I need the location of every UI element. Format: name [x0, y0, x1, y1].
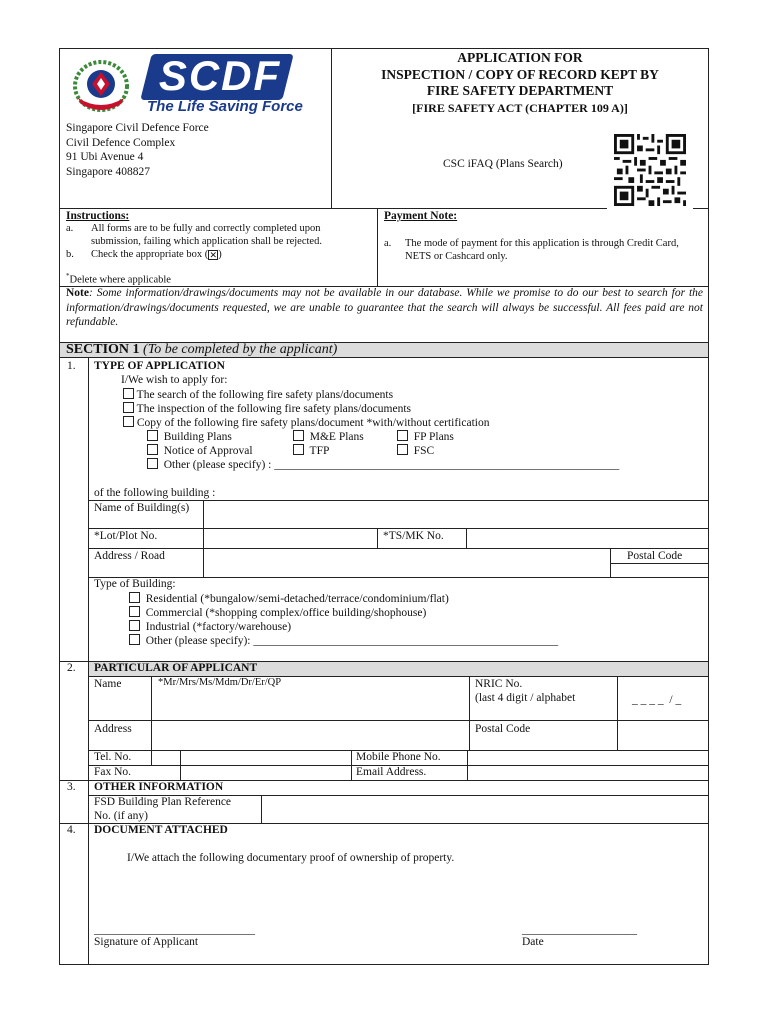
- note-text: : Some information/drawings/documents may not be available in our database. While we promise to do our best to search for the information/drawings/documents requested, we are unable to guarantee that the search will always be successful. All fees paid are not refundable.: [66, 287, 703, 328]
- checkbox[interactable]: [129, 606, 140, 617]
- building-commercial[interactable]: [129, 606, 426, 619]
- building-type-label: Residential (*bungalow/semi-detached/terrace/condominium/flat): [145, 593, 449, 605]
- instructions-heading: Instructions:: [66, 210, 130, 222]
- title-line: INSPECTION / COPY OF RECORD KEPT BY: [381, 66, 659, 82]
- doc-label: M&E Plans: [309, 431, 364, 443]
- ts-label: *TS/MK No.: [383, 530, 444, 542]
- checkbox[interactable]: [293, 444, 304, 455]
- instruction-text: [91, 249, 222, 260]
- fax-field[interactable]: [181, 766, 351, 780]
- checkbox[interactable]: [293, 430, 304, 441]
- act-reference: [FIRE SAFETY ACT (CHAPTER 109 A)]: [412, 100, 628, 115]
- applicant-address-label: Address: [94, 723, 132, 735]
- instructions-divider: [377, 208, 378, 286]
- payment-text: The mode of payment for this application is through Credit Card, NETS or Cashcard only.: [405, 238, 679, 262]
- tel-field[interactable]: [181, 751, 351, 765]
- qr-caption: CSC iFAQ (Plans Search): [443, 158, 563, 170]
- title-line: FIRE SAFETY DEPARTMENT: [426, 83, 614, 98]
- doc-me-plans[interactable]: [293, 430, 364, 443]
- option-label: Copy of the following fire safety plans/document *with/without certification: [136, 417, 490, 429]
- checkbox[interactable]: [397, 444, 408, 455]
- note-block: [66, 286, 703, 330]
- nric-sub-label: (last 4 digit / alphabet: [475, 692, 576, 704]
- q3-number: 3.: [67, 781, 76, 793]
- checkbox[interactable]: [129, 634, 140, 645]
- signature-label: Signature of Applicant: [94, 936, 199, 948]
- scdf-crest-icon: [66, 54, 136, 116]
- applicant-name-label: Name: [94, 678, 122, 690]
- doc-label: FP Plans: [413, 431, 454, 443]
- checked-box-icon: ✕: [209, 250, 217, 260]
- fsd-ref-label-line: No. (if any): [94, 810, 148, 822]
- fsd-ref-label-line: FSD Building Plan Reference: [94, 796, 232, 808]
- mobile-label: Mobile Phone No.: [356, 751, 441, 763]
- salutation-options[interactable]: *Mr/Mrs/Ms/Mdm/Dr/Er/QP: [158, 677, 282, 688]
- delete-note-text: Delete where applicable: [69, 274, 171, 286]
- header-bottom-line: [59, 208, 607, 209]
- signature-line[interactable]: ____________________________: [94, 924, 255, 936]
- instruction-marker: a.: [66, 223, 74, 234]
- scdf-tagline: The Life Saving Force: [147, 98, 303, 115]
- building-industrial[interactable]: [129, 620, 291, 633]
- postal-code-field[interactable]: [611, 564, 709, 577]
- q2-title: PARTICULAR OF APPLICANT: [94, 662, 258, 674]
- checkbox[interactable]: [147, 430, 158, 441]
- section1-title: SECTION 1: [66, 342, 140, 357]
- section1-title-wrap: [66, 342, 337, 358]
- fsd-ref-field[interactable]: [262, 796, 709, 823]
- instruction-text: All forms are to be fully and correctly completed upon submission, failing which application shall be rejected.: [91, 223, 322, 247]
- instruction-text-part: Check the appropriate box (: [91, 249, 209, 260]
- date-line[interactable]: ____________________: [522, 924, 637, 936]
- doc-notice-of-approval[interactable]: [147, 444, 253, 457]
- option-copy[interactable]: [123, 416, 489, 429]
- date-label: Date: [522, 936, 544, 948]
- applicant-address-field[interactable]: [152, 721, 469, 750]
- nric-label: NRIC No.: [475, 678, 523, 690]
- payment-marker: a.: [384, 238, 392, 249]
- tel-label: Tel. No.: [94, 751, 132, 763]
- address-line: Singapore Civil Defence Force: [66, 122, 209, 134]
- checkbox[interactable]: [123, 388, 134, 399]
- doc-label: TFP: [309, 445, 330, 457]
- qr-code-icon[interactable]: [614, 134, 686, 206]
- checkbox[interactable]: [129, 592, 140, 603]
- building-residential[interactable]: [129, 592, 449, 605]
- header-bottom-line-end: [693, 208, 709, 209]
- doc-fsc[interactable]: [397, 444, 434, 457]
- doc-label: Building Plans: [163, 431, 232, 443]
- option-search[interactable]: [123, 388, 393, 401]
- table-col: [469, 676, 470, 750]
- address-road-label: Address / Road: [94, 550, 165, 562]
- asterisk: *: [66, 272, 70, 280]
- building-type-label: Commercial (*shopping complex/office building/shophouse): [145, 607, 427, 619]
- building-type-label: Industrial (*factory/warehouse): [145, 621, 292, 633]
- building-name-field[interactable]: [204, 501, 709, 528]
- doc-label: Notice of Approval: [163, 445, 253, 457]
- lot-field[interactable]: [204, 529, 377, 548]
- q1-intro: I/We wish to apply for:: [121, 374, 228, 386]
- building-type-label: Other (please specify): _____________________________________________________: [145, 635, 559, 647]
- table-line: [88, 577, 709, 578]
- applicant-name-field[interactable]: [152, 690, 469, 720]
- doc-tfp[interactable]: [293, 444, 329, 457]
- q4-text: I/We attach the following documentary proof of ownership of property.: [127, 852, 455, 864]
- address-road-field[interactable]: [204, 549, 610, 577]
- fax-label: Fax No.: [94, 766, 132, 778]
- table-col: [377, 528, 378, 548]
- doc-other[interactable]: [147, 458, 619, 471]
- applicant-postal-label: Postal Code: [475, 723, 531, 735]
- instruction-marker: b.: [66, 249, 74, 260]
- doc-other-label: Other (please specify) : ____________________________________________________________: [163, 459, 620, 471]
- q2-number: 2.: [67, 662, 76, 674]
- address-line: Singapore 408827: [66, 165, 151, 178]
- scdf-logo-text: SCDF: [158, 52, 282, 99]
- option-label: The inspection of the following fire safety plans/documents: [136, 403, 412, 415]
- type-of-building-label: Type of Building:: [94, 578, 176, 590]
- option-label: The search of the following fire safety plans/documents: [136, 389, 394, 401]
- checkbox[interactable]: [147, 458, 158, 469]
- nric-field[interactable]: _ _ _ _ / _: [632, 694, 682, 706]
- note-label: Note: [66, 287, 89, 299]
- applicant-postal-field[interactable]: [618, 721, 709, 750]
- email-field[interactable]: [468, 766, 709, 780]
- q4-title: DOCUMENT ATTACHED: [94, 824, 228, 836]
- q3-title: OTHER INFORMATION: [94, 781, 224, 793]
- option-inspection[interactable]: [123, 402, 411, 415]
- doc-fp-plans[interactable]: [397, 430, 454, 443]
- form-title: [332, 50, 708, 116]
- mobile-field[interactable]: [468, 751, 709, 765]
- email-label: Email Address.: [356, 766, 427, 778]
- checkbox[interactable]: [147, 444, 158, 455]
- address-line: Civil Defence Complex: [66, 136, 176, 149]
- postal-code-label: Postal Code: [627, 550, 683, 562]
- checkbox[interactable]: [123, 416, 134, 427]
- checkbox[interactable]: [397, 430, 408, 441]
- section1-subtitle: (To be completed by the applicant): [143, 342, 338, 357]
- ts-field[interactable]: [467, 529, 709, 548]
- checkbox[interactable]: [129, 620, 140, 631]
- instruction-text-part: ): [218, 249, 222, 260]
- doc-building-plans[interactable]: [147, 430, 232, 443]
- checkbox[interactable]: [123, 402, 134, 413]
- building-name-label: Name of Building(s): [94, 502, 190, 514]
- q1-title: TYPE OF APPLICATION: [94, 360, 225, 372]
- building-other[interactable]: [129, 634, 558, 647]
- address-line: 91 Ubi Avenue 4: [66, 151, 144, 163]
- lot-label: *Lot/Plot No.: [94, 530, 158, 542]
- delete-note: [66, 272, 171, 286]
- doc-label: FSC: [413, 445, 435, 457]
- title-line: APPLICATION FOR: [457, 50, 583, 65]
- fsd-ref-label: [94, 795, 231, 823]
- table-col: [351, 750, 352, 780]
- payment-heading: Payment Note:: [384, 210, 458, 222]
- address-block: [66, 121, 209, 179]
- of-building-label: of the following building :: [94, 487, 216, 499]
- q1-number: 1.: [67, 360, 76, 372]
- q4-number: 4.: [67, 824, 76, 836]
